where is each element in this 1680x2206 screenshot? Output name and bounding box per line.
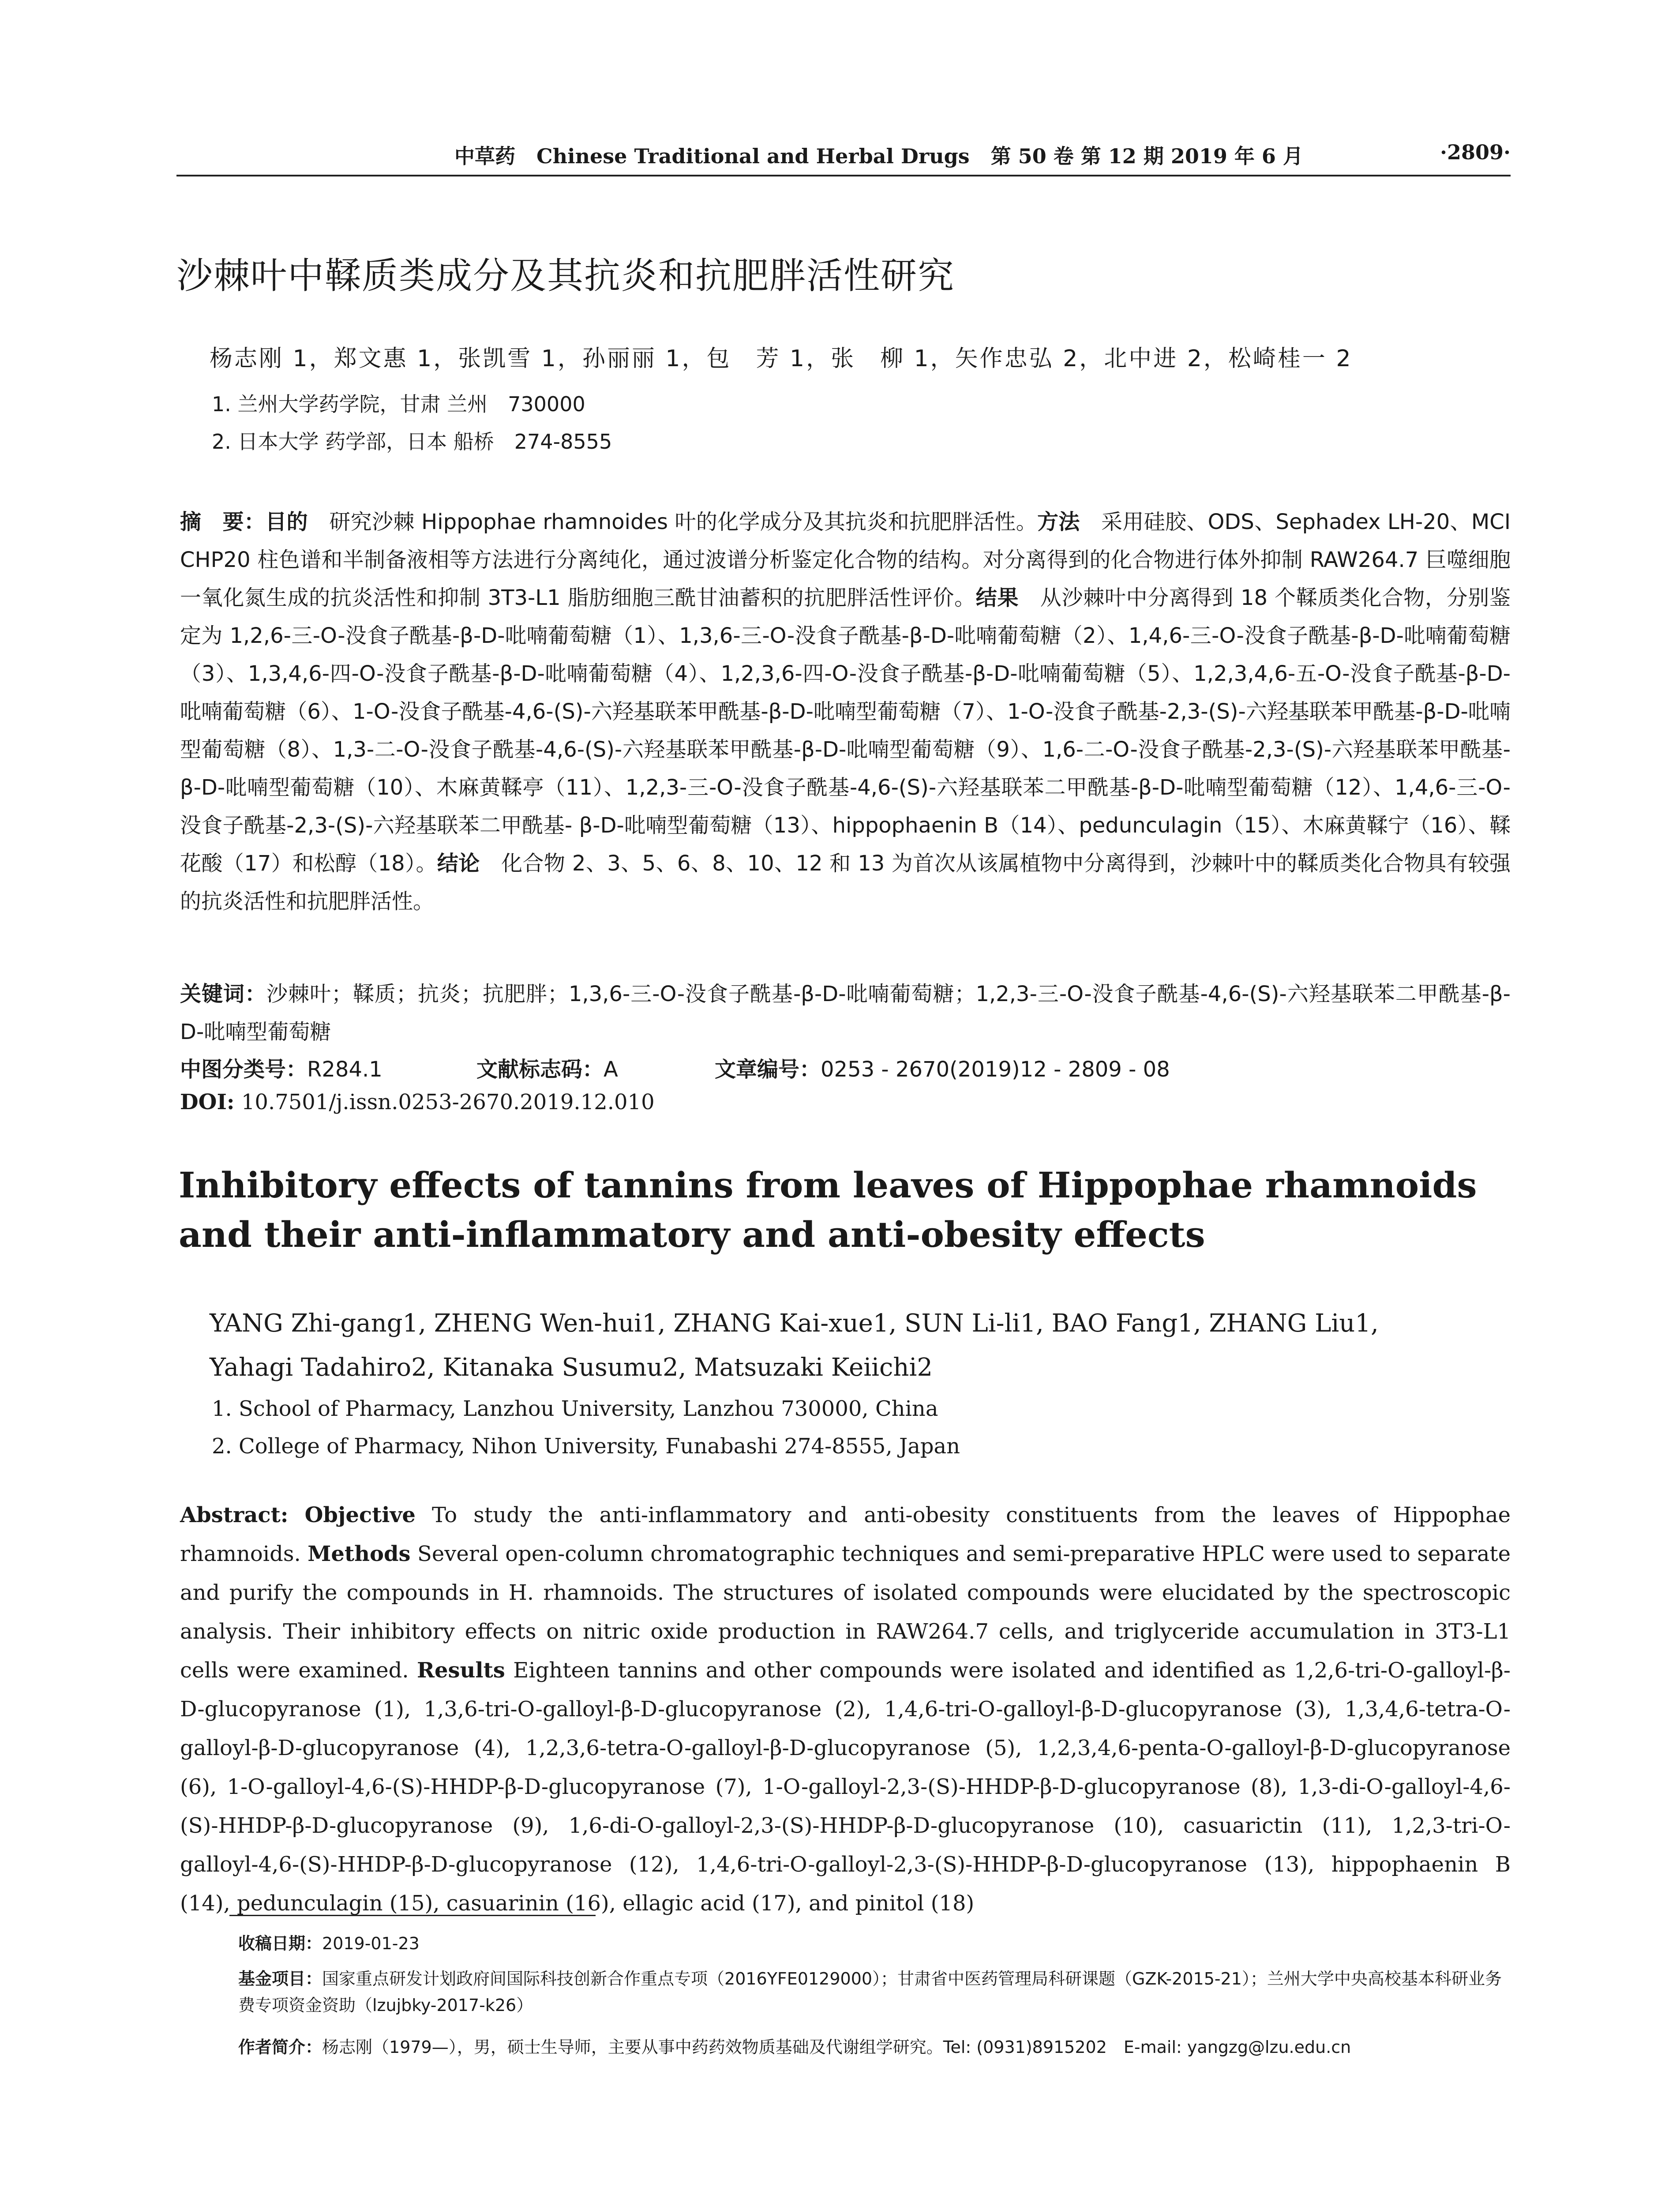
cn-title: 沙棘叶中鞣质类成分及其抗炎和抗肥胖活性研究 [176,255,955,297]
clc-value: R284.1 [307,1057,382,1082]
doi-value: 10.7501/j.issn.0253-2670.2019.12.010 [234,1090,655,1114]
cn-objective: 研究沙棘 Hippophae rhamnoides 叶的化学成分及其抗炎和抗肥胖活性。 [308,510,1038,534]
cn-authors: 杨志刚 1，郑文惠 1，张凯雪 1，孙丽丽 1，包 芳 1，张 柳 1，矢作忠弘 2，北中进 2，松崎桂一 2 [210,345,1353,372]
cn-abstract-label: 摘 要： [180,510,266,534]
cn-methods-label: 方法 [1037,510,1080,534]
doi-line [180,1090,655,1114]
en-authors-line-1: YANG Zhi-gang1, ZHENG Wen-hui1, ZHANG Kai-xue1, SUN Li-li1, BAO Fang1, ZHANG Liu1, [210,1309,1379,1338]
cn-results: 从沙棘叶中分离得到 18 个鞣质类化合物，分别鉴定为 1,2,6-三-O-没食子酰基-β-D-吡喃葡萄糖（1）、1,3,6-三-O-没食子酰基-β-D-吡喃葡萄糖（2）、1,4,6-三-O-没食子酰基-β-D-吡喃葡萄糖（3）、1,3,4,6-四-O-没食子酰基-β-D-吡喃葡萄糖（4）、1,2,3,6-四-O-没食子酰基-β-D-吡喃葡萄糖（5）、1,2,3,4,6-五-O-没食子酰基-β-D-吡喃葡萄糖（6）、1-O-没食子酰基-4,6-(S)-六羟基联苯甲酰基-β-D-吡喃型葡萄糖（7）、1-O-没食子酰基-2,3-(S)-六羟基联苯甲酰基-β-D-吡喃型葡萄糖（8）、1,3-二-O-没食子酰基-4,6-(S)-六羟基联苯甲酰基-β-D-吡喃型葡萄糖（9）、1,6-二-O-没食子酰基-2,3-(S)-六羟基联苯甲酰基-β-D-吡喃型葡萄糖（10）、木麻黄鞣亭（11）、1,2,3-三-O-没食子酰基-4,6-(S)-六羟基联苯二甲酰基-β-D-吡喃型葡萄糖（12）、1,4,6-三-O-没食子酰基-2,3-(S)-六羟基联苯二甲酰基- β-D-吡喃型葡萄糖（13）、hippophaenin B（14）、pedunculagin（15）、木麻黄鞣宁（16）、鞣花酸（17）和松醇（18）。 [180,585,1511,876]
footnote-author [238,2034,1511,2060]
articleno-label: 文章编号： [715,1057,821,1082]
doccode-line [476,1052,618,1083]
en-results-label: Results [417,1658,505,1683]
cn-keywords-text: 沙棘叶；鞣质；抗炎；抗肥胖；1,3,6-三-O-没食子酰基-β-D-吡喃葡萄糖；1,2,3-三-O-没食子酰基-4,6-(S)-六羟基联苯二甲酰基-β-D-吡喃型葡萄糖 [180,982,1511,1044]
cn-objective-label: 目的 [265,510,308,534]
en-methods: Several open-column chromatographic techniques and semi-preparative HPLC were used to separate and purify the compounds in H. rhamnoids. The structures of isolated compounds were elucidated by the spectroscopic analysis. Their inhibitory effects on nitric oxide production in RAW264.7 cells, and triglyceride accumulation in 3T3-L1 cells were examined. [180,1542,1511,1683]
doccode-label: 文献标志码： [476,1057,604,1082]
en-objective-label: Objective [304,1503,416,1527]
en-abstract-label: Abstract: [180,1503,289,1527]
received-label: 收稿日期： [238,1934,322,1953]
clc-label: 中图分类号： [180,1057,308,1082]
author-value: 杨志刚（1979—），男，硕士生导师，主要从事中药药效物质基础及代谢组学研究。Tel: (0931)8915202 E-mail: yangzg@lzu.edu.cn [322,2037,1351,2057]
articleno-value: 0253 - 2670(2019)12 - 2809 - 08 [821,1057,1170,1082]
doi-label: DOI: [180,1090,235,1114]
received-value: 2019-01-23 [322,1934,420,1953]
running-header [176,140,1511,176]
cn-affiliation-1: 1. 兰州大学药学院，甘肃 兰州 730000 [212,392,585,416]
cn-results-label: 结果 [975,585,1019,610]
cn-methods: 采用硅胶、ODS、Sephadex LH-20、MCI CHP20 柱色谱和半制备液相等方法进行分离纯化，通过波谱分析鉴定化合物的结构。对分离得到的化合物进行体外抑制 RAW264.7 巨噬细胞一氧化氮生成的抗炎活性和抑制 3T3-L1 脂肪细胞三酰甘油蓄积的抗肥胖活性评价。 [180,510,1511,610]
author-label: 作者简介： [238,2037,322,2057]
en-methods-label: Methods [308,1542,411,1566]
header-rule [176,175,1511,176]
en-affiliation-2: 2. College of Pharmacy, Nihon University, Funabashi 274-8555, Japan [212,1434,960,1459]
en-authors [210,1302,1379,1390]
en-affiliation-1: 1. School of Pharmacy, Lanzhou University, Lanzhou 730000, China [212,1396,938,1421]
journal-name-en: Chinese Traditional and Herbal Drugs [536,144,970,168]
en-title: Inhibitory effects of tannins from leaves of Hippophae rhamnoids and their anti-inflammatory and anti-obesity effects [179,1164,1477,1255]
issue-info: 第 50 卷 第 12 期 2019 年 6 月 [990,144,1303,168]
articleno-line [715,1052,1170,1083]
page-number: ·2809· [1440,140,1511,164]
footnote-received [238,1930,1511,1957]
footnote-rule [229,1915,596,1916]
journal-name-cn: 中草药 [454,144,515,168]
doccode-value: A [604,1057,618,1082]
cn-keywords-label: 关键词： [180,982,266,1006]
cn-affiliation-2: 2. 日本大学 药学部，日本 船桥 274-8555 [212,430,612,454]
clc-line [180,1052,382,1083]
cn-conclusion: 化合物 2、3、5、6、8、10、12 和 13 为首次从该属植物中分离得到，沙棘叶中的鞣质类化合物具有较强的抗炎活性和抗肥胖活性。 [180,851,1511,914]
cn-conclusion-label: 结论 [437,851,480,876]
cn-abstract [180,503,1511,920]
en-abstract [180,1496,1511,1923]
fund-value: 国家重点研发计划政府间国际科技创新合作重点专项（2016YFE0129000）；甘肃省中医药管理局科研课题（GZK-2015-21）；兰州大学中央高校基本科研业务费专项资金资助（lzujbky-2017-k26） [238,1969,1502,2015]
en-objective: To study the anti-inflammatory and anti-obesity constituents from the leaves of Hippophae rhamnoids. [180,1503,1511,1566]
journal-info [454,140,1303,169]
en-authors-line-2: Yahagi Tadahiro2, Kitanaka Susumu2, Matsuzaki Keiichi2 [210,1353,933,1382]
cn-keywords [180,975,1511,1051]
en-results: Eighteen tannins and other compounds were isolated and identified as 1,2,6-tri-O-galloyl-β-D-glucopyranose (1), 1,3,6-tri-O-galloyl-β-D-glucopyranose (2), 1,4,6-tri-O-galloyl-β-D-glucopyranose (3), 1,3,4,6-tetra-O-galloyl-β-D-glucopyranose (4), 1,2,3,6-tetra-O-galloyl-β-D-glucopyranose (5), 1,2,3,4,6-penta-O-galloyl-β-D-glucopyranose (6), 1-O-galloyl-4,6-(S)-HHDP-β-D-glucopyranose (7), 1-O-galloyl-2,3-(S)-HHDP-β-D-glucopyranose (8), 1,3-di-O-galloyl-4,6-(S)-HHDP-β-D-glucopyranose (9), 1,6-di-O-galloyl-2,3-(S)-HHDP-β-D-glucopyranose (10), casuarictin (11), 1,2,3-tri-O-galloyl-4,6-(S)-HHDP-β-D-glucopyranose (12), 1,4,6-tri-O-galloyl-2,3-(S)-HHDP-β-D-glucopyranose (13), hippophaenin B (14), pedunculagin (15), casuarinin (16), ellagic acid (17), and pinitol (18) [180,1658,1511,1916]
footnote-fund [238,1966,1511,2018]
fund-label: 基金项目： [238,1969,322,1988]
